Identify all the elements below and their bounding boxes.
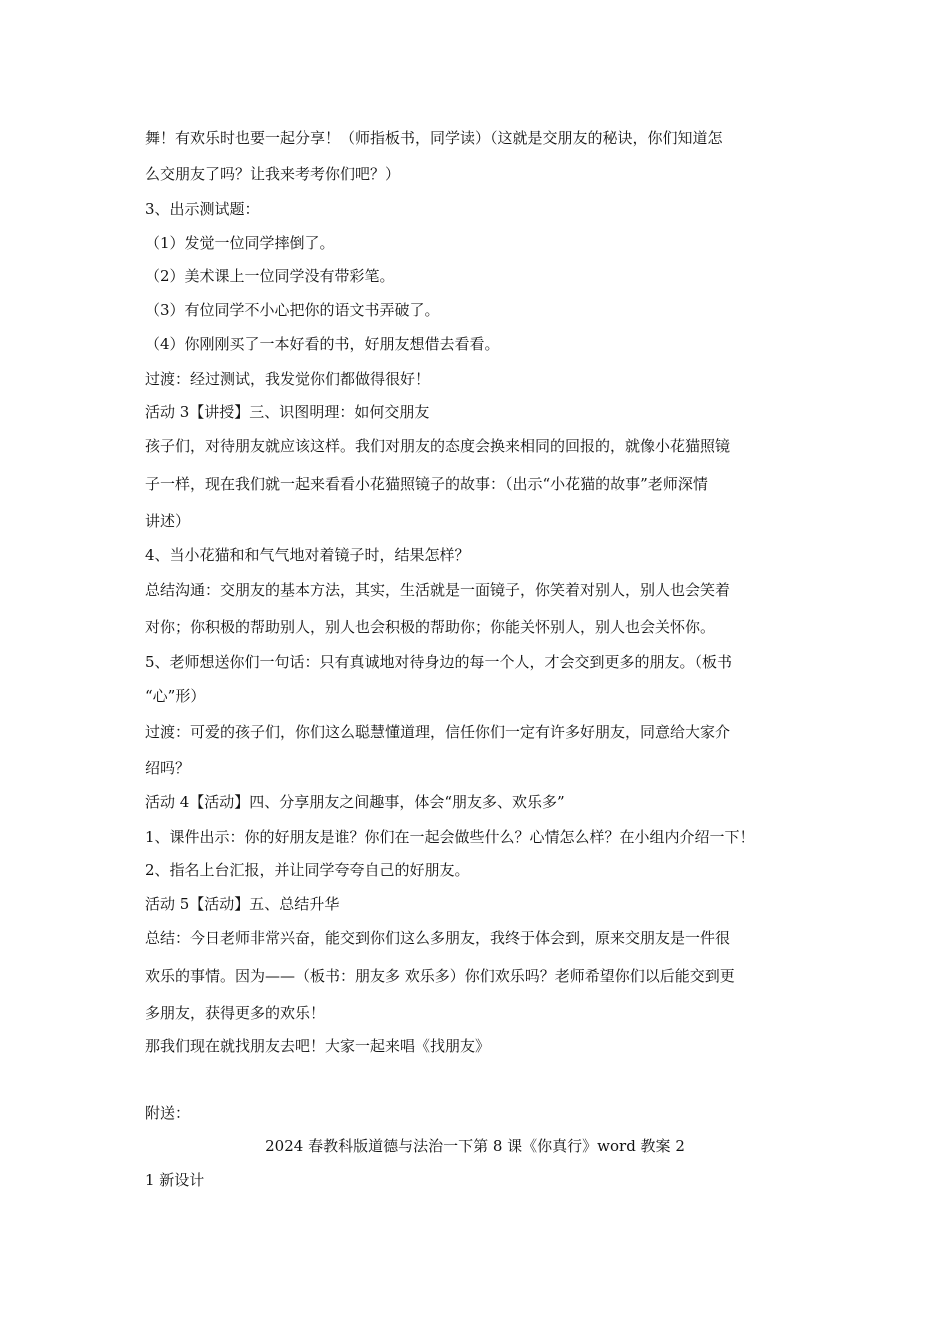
- section-heading: 1 新设计: [145, 1171, 205, 1189]
- list-item: （3）有位同学不小心把你的语文书弄破了。: [145, 301, 440, 319]
- text-line: 舞！有欢乐时也要一起分享！（师指板书，同学读）（这就是交朋友的秘诀，你们知道怎: [145, 129, 723, 147]
- text-line: 过渡：经过测试，我发觉你们都做得很好！: [145, 370, 431, 388]
- text-line: 过渡：可爱的孩子们，你们这么聪慧懂道理，信任你们一定有许多好朋友，同意给大家介: [145, 723, 731, 741]
- text-line: 讲述）: [145, 512, 191, 530]
- appendix-label: 附送：: [145, 1104, 191, 1122]
- text-line: 2、指名上台汇报，并让同学夸夸自己的好朋友。: [145, 861, 470, 879]
- text-line: 子一样，现在我们就一起来看看小花猫照镜子的故事：（出示“小花猫的故事”老师深情: [145, 475, 708, 493]
- text-line: 绍吗？: [145, 759, 191, 777]
- text-line: “心”形）: [145, 687, 206, 705]
- text-line: 孩子们，对待朋友就应该这样。我们对朋友的态度会换来相同的回报的，就像小花猫照镜: [145, 437, 731, 455]
- text-line: 5、老师想送你们一句话：只有真诚地对待身边的每一个人，才会交到更多的朋友。（板书: [145, 653, 733, 671]
- activity-heading: 活动 4【活动】四、分享朋友之间趣事，体会“朋友多、欢乐多”: [145, 793, 565, 811]
- text-line: 总结：今日老师非常兴奋，能交到你们这么多朋友，我终于体会到，原来交朋友是一件很: [145, 929, 731, 947]
- appendix-title: 2024 春教科版道德与法治一下第 8 课《你真行》word 教案 2: [265, 1137, 685, 1155]
- text-line: 欢乐的事情。因为——（板书：朋友多 欢乐多）你们欢乐吗？老师希望你们以后能交到更: [145, 967, 735, 985]
- text-line: 4、当小花猫和和气气地对着镜子时，结果怎样？: [145, 546, 470, 564]
- activity-heading: 活动 3【讲授】三、识图明理：如何交朋友: [145, 403, 430, 421]
- text-line: 总结沟通：交朋友的基本方法，其实，生活就是一面镜子，你笑着对别人，别人也会笑着: [145, 581, 731, 599]
- text-line: 1、课件出示：你的好朋友是谁？你们在一起会做些什么？心情怎么样？在小组内介绍一下！: [145, 828, 755, 846]
- list-item: （1）发觉一位同学摔倒了。: [145, 234, 335, 252]
- text-line: 多朋友，获得更多的欢乐！: [145, 1004, 326, 1022]
- text-line: 么交朋友了吗？让我来考考你们吧？）: [145, 165, 401, 183]
- list-heading: 3、出示测试题：: [145, 200, 260, 218]
- list-item: （2）美术课上一位同学没有带彩笔。: [145, 267, 395, 285]
- list-item: （4）你刚刚买了一本好看的书，好朋友想借去看看。: [145, 335, 500, 353]
- activity-heading: 活动 5【活动】五、总结升华: [145, 895, 340, 913]
- text-line: 对你；你积极的帮助别人，别人也会积极的帮助你；你能关怀别人，别人也会关怀你。: [145, 618, 716, 636]
- text-line: 那我们现在就找朋友去吧！大家一起来唱《找朋友》: [145, 1037, 491, 1055]
